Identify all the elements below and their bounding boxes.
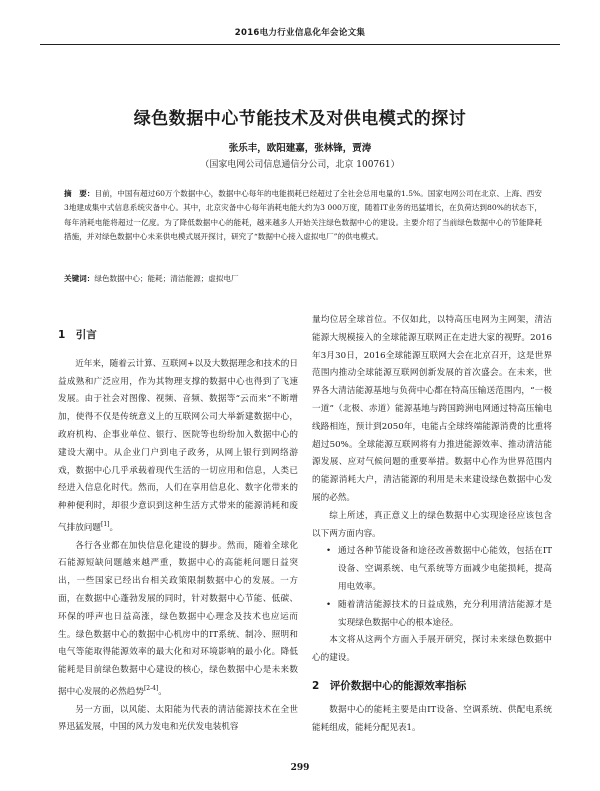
abstract-label: 摘 要：: [64, 189, 95, 198]
citation: [2-4]: [143, 685, 159, 692]
header-rule: [40, 44, 560, 45]
section-heading-metrics: 2 评价数据中心的能源效率指标: [312, 679, 467, 692]
keywords: [64, 273, 542, 284]
paragraph: 数据中心的能耗主要是由IT设备、空调系统、供配电系统能耗组成，能耗分配见表1。: [312, 704, 552, 733]
keywords-label: 关键词：: [64, 274, 95, 283]
paragraph-text: 各行各业都在加快信息化建设的脚步。然而，随着全球化石能源短缺问题越来越严重，数据中心的高能耗问题日益突出，一些国家已经出台相关政策限制数据中心的发展。一方面，在数据中心蓬勃发展的同时，针对数据中心节能、低碳、环保的呼声也日益高涨，绿色数据中心理念及技术也应运而生。绿色数据中心的数据中心机房中的IT系统、制冷、照明和电气等能取得能源效率的最大化和对环境影响的最小化。降低能耗是目前绿色数据中心建设的核心，绿色数据中心是未来数据中心发展的必然趋势: [58, 540, 298, 697]
paragraph-text: 近年来，随着云计算、互联网+以及大数据理念和技术的日益成熟和广泛应用，作为其物理支撑的数据中心也得到了飞速发展。由于社会对图像、视频、音频、数据等“云而来”不断增加，使得不仅是传统意义上的互联网公司大举新建数据中心，政府机构、企事业单位、银行、医院等也纷纷加入数据中心的建设大潮中。从企业门户到电子政务，从网上银行到网络游戏，数据中心几乎承载着现代生活的一切应用和信息，人类已经进入信息化时代。然而，人们在享用信息化、数字化带来的种种便利时，却很少意识到这种生活方式带来的能源消耗和废气排放问题: [58, 358, 298, 533]
affiliation: （国家电网公司信息通信分公司，北京 100761）: [200, 160, 400, 170]
section-heading-introduction: 1 引言: [58, 329, 97, 341]
authors: 张乐丰，欧阳建嘉，张林锋，贾涛: [228, 143, 372, 154]
paragraph: 各行各业都在加快信息化建设的脚步。然而，随着全球化石能源短缺问题越来越严重，数据中心的高能耗问题日益突出，一些国家已经出台相关政策限制数据中心的发展。一方面，在数据中心蓬勃发展的同时，针对数据中心节能、低碳、环保的呼声也日益高涨，绿色数据中心理念及技术也应运而生。绿色数据中心的数据中心机房中的IT系统、制冷、照明和电气等能取得能源效率的最大化和对环境影响的最小化。降低能耗是目前绿色数据中心建设的核心，绿色数据中心是未来数据中心发展的必然趋势[2-4]。: [58, 540, 298, 697]
paper-title: 绿色数据中心节能技术及对供电模式的探讨: [133, 109, 467, 129]
left-column: [58, 312, 298, 737]
paragraph: 另一方面，以风能、太阳能为代表的清洁能源技术在全世界迅猛发展，中国的风力发电和光伏发电装机容: [58, 704, 298, 733]
running-header: 2016电力行业信息化年会论文集: [234, 28, 366, 38]
bullet-item: • 通过各种节能设备和途径改善数据中心能效，包括在IT设备、空调系统、电气系统等方面减少电能损耗，提高用电效率。: [328, 543, 552, 596]
paragraph: 量均位居全球首位。不仅如此，以特高压电网为主网架，清洁能源大规模接入的全球能源互联网正在走进大家的视野。2016年3月30日，2016全球能源互联网大会在北京召开，这是世界范围内推动全球能源互联网创新发展的首次盛会。在未来，世界各大清洁能源基地与负荷中心都在特高压输送范围内，“一极一道”（北极、赤道）能源基地与跨国跨洲电网通过特高压输电线路相连，预计到2050年，电能占全球终端能源消费的比重将超过50%。全球能源互联网将有力推进能源效率、推动清洁能源发展、应对气候问题的重要举措。数据中心作为世界范围内的能源消耗大户，清洁能源的利用是未来建设绿色数据中心发展的必然。: [312, 315, 552, 503]
bullet-list: [312, 543, 552, 632]
abstract-text: 目前，中国有超过60万个数据中心，数据中心每年的电能损耗已经超过了全社会总用电量的1.5%。国家电网公司在北京、上海、西安3地建成集中式信息系统灾备中心。其中，北京灾备中心每年消耗电能大约为3 000万度，随着IT业务的迅猛增长，在负荷达到80%的状态下，每年消耗电能将超过一亿度。为了降低数据中心的能耗，越来越多人开始关注绿色数据中心的建设。主要介绍了当前绿色数据中心的节能降耗措施，并对绿色数据中心未来供电模式展开探讨，研究了“数据中心接入虚拟电厂”的供电模式。: [64, 189, 543, 241]
page-number: 299: [290, 763, 310, 773]
paragraph: 综上所述，真正意义上的绿色数据中心实现途径应该包含以下两方面内容。: [312, 510, 552, 539]
paragraph: 本文将从这两个方面入手展开研究，探讨未来绿色数据中心的建设。: [312, 635, 552, 664]
bullet-item: • 随着清洁能源技术的日益成熟，充分利用清洁能源才是实现绿色数据中心的根本途径。: [328, 597, 552, 633]
citation: [1]: [100, 520, 110, 528]
abstract: [64, 187, 542, 244]
keywords-text: 绿色数据中心；能耗；清洁能源；虚拟电厂: [94, 274, 239, 283]
paragraph: 近年来，随着云计算、互联网+以及大数据理念和技术的日益成熟和广泛应用，作为其物理支撑的数据中心也得到了飞速发展。由于社会对图像、视频、音频、数据等“云而来”不断增加，使得不仅是传统意义上的互联网公司大举新建数据中心，政府机构、企事业单位、银行、医院等也纷纷加入数据中心的建设大潮中。从企业门户到电子政务，从网上银行到网络游戏，数据中心几乎承载着现代生活的一切应用和信息，人类已经进入信息化时代。然而，人们在享用信息化、数字化带来的种种便利时，却很少意识到这种生活方式带来的能源消耗和废气排放问题[1]。: [58, 358, 298, 533]
right-column: [312, 312, 552, 737]
